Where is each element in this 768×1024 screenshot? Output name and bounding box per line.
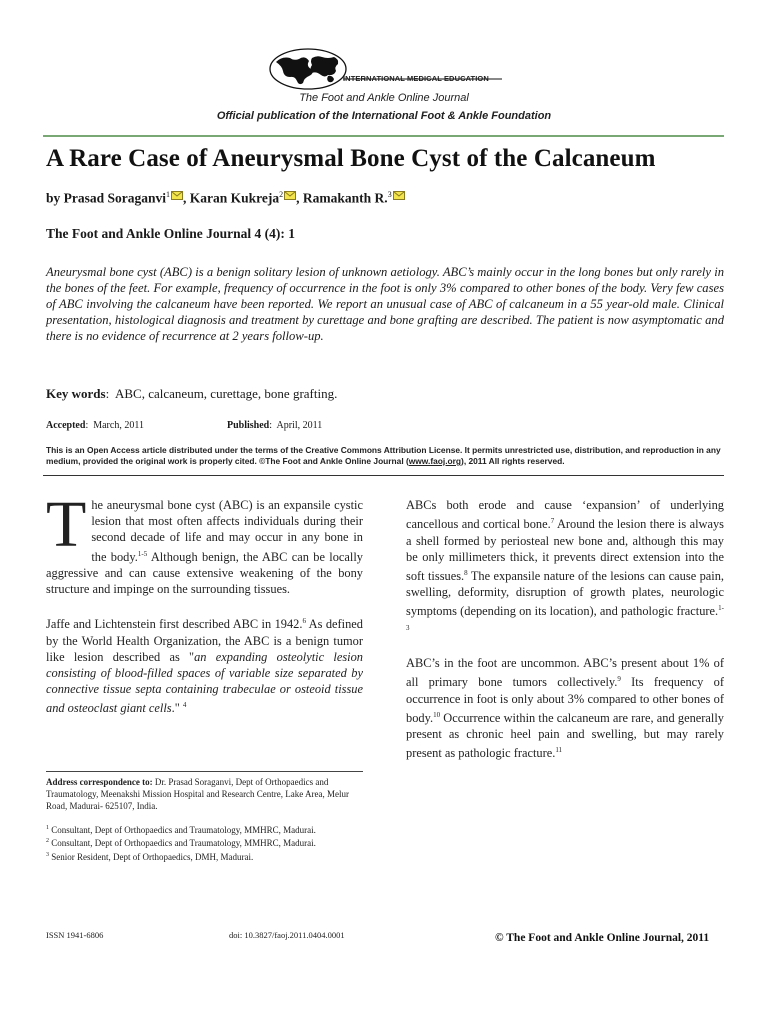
license-notice: This is an Open Access article distributed under the terms of the Creative Commons Attribution License. It permits unrestricted use, distribution, and reproduction in any medium, provided the original work is properly cited. ©The Foot and Ankle Online Journal (www.faoj.org), 2011 All rights reserved. xyxy=(46,445,721,466)
journal-name: The Foot and Ankle Online Journal xyxy=(299,92,469,104)
issn: ISSN 1941-6806 xyxy=(46,930,104,940)
article-title: A Rare Case of Aneurysmal Bone Cyst of the Calcaneum xyxy=(46,145,656,172)
globe-logo-icon xyxy=(268,48,508,92)
author-name: Karan Kukreja xyxy=(189,190,280,206)
keywords-label: Key words xyxy=(46,386,106,401)
drop-cap: T xyxy=(46,488,87,561)
author-name: Ramakanth R. xyxy=(302,190,388,206)
body-right-column xyxy=(406,497,724,762)
official-publication-line: Official publication of the International Foot & Ankle Foundation xyxy=(216,110,552,122)
citation-ref: 1-5 xyxy=(137,549,148,558)
citation-ref: 8 xyxy=(464,568,468,577)
citation-ref: 9 xyxy=(617,675,621,684)
header-divider xyxy=(43,135,724,137)
citation-ref: 7 xyxy=(550,517,555,526)
citation-ref: 4 xyxy=(182,701,187,710)
author-affil-sup: 2 xyxy=(279,190,284,199)
accepted-label: Accepted xyxy=(46,420,86,431)
logo-label: INTERNATIONAL MEDICAL EDUCATION xyxy=(343,74,489,83)
incidence-paragraph: ABC’s in the foot are uncommon. ABC’s present about 1% of all primary bone tumors collectively.$^9$ Its frequency of occurrence in foot is only about 3% compared to other bones of body.$^{10}$ Occurrence within the calcaneum are rare, and generally present as chronic heel pain and swelling, but may rarely present as pathologic fracture.$^{11}$ xyxy=(406,656,724,761)
journal-logo xyxy=(268,48,508,92)
keywords-line: Key words: ABC, calcaneum, curettage, bone grafting. xyxy=(46,386,338,401)
correspondence-divider xyxy=(46,771,363,772)
expansion-paragraph: ABCs both erode and cause ‘expansion’ of underlying cancellous and cortical bone.$^7$ Around the lesion there is always a shell formed by periosteal new bone and, although this may be only millimeters thick, it prevents direct extension into the soft tissues.$^8$ The expansile nature of the lesions can cause pain, swelling, deformity, disruption of growth plates, neurologic symptoms (depending on its location), and pathologic fracture.$^{1-3}$ xyxy=(406,498,725,632)
journal-citation: The Foot and Ankle Online Journal 4 (4): 1 xyxy=(46,226,296,241)
author-affil-sup: 3 xyxy=(387,190,392,199)
accepted-date: March, 2011 xyxy=(93,420,144,431)
correspondence-label: Address correspondence to: xyxy=(46,777,153,787)
email-envelope-icon[interactable] xyxy=(393,191,405,200)
by-label: by xyxy=(46,190,61,206)
journal-website-link[interactable]: www.faoj.org xyxy=(408,456,462,466)
affiliation-item: $^2$ Consultant, Dept of Orthopaedics and Traumatology, MMHRC, Madurai. xyxy=(46,838,316,849)
affiliation-item: $^1$ Consultant, Dept of Orthopaedics and Traumatology, MMHRC, Madurai. xyxy=(46,825,316,835)
affiliations xyxy=(46,823,366,863)
citation-ref: 6 xyxy=(302,617,306,626)
dates-line: Accepted: March, 2011 Published: April, 2011 xyxy=(46,420,323,431)
email-envelope-icon[interactable] xyxy=(171,191,183,200)
author-name: Prasad Soraganvi xyxy=(63,190,167,206)
footer-copyright: © The Foot and Ankle Online Journal, 2011 xyxy=(495,932,710,944)
body-divider xyxy=(43,475,724,476)
doi: doi: 10.3827/faoj.2011.0404.0001 xyxy=(229,930,345,940)
author-line: by Prasad Soraganvi$^1$ , Karan Kukreja$^2$ , Ramakanth R.$^3$ xyxy=(46,190,405,207)
history-paragraph: Jaffe and Lichtenstein first described ABC in 1942.$^6$ As defined by the World Health Organization, the ABC is a benign tumor like lesion described as "an expanding osteolytic lesion consisting of blood-filled spaces of variable size separated by connective tissue septa containing trabeculae or osteoid tissue and osteoclast giant cells." $^4$ xyxy=(46,617,363,716)
affiliation-item: $^3$ Senior Resident, Dept of Orthopaedics, DMH, Madurai. xyxy=(46,851,254,862)
citation-ref: 10 xyxy=(433,710,441,719)
citation-ref: 11 xyxy=(555,746,563,755)
abstract: Aneurysmal bone cyst (ABC) is a benign solitary lesion of unknown aetiology. ABC’s mainly occur in the long bones but only rarely in the bones of the feet. For example, frequency of occurrence in the foot is only 3% compared to other bones of the body. Very few cases of ABC involving the calcaneum have been reported. We report an unusual case of ABC of calcaneum in a 55 year-old male. Clinical presentation, histological diagnosis and treatment by curettage and bone grafting are described. The patient is now asymptomatic and there is no evidence of recurrence at 2 years follow-up. xyxy=(46,265,724,343)
who-definition: an expanding osteolytic lesion consisting of blood-filled spaces of variable size separated by connective tissue septa containing trabeculae or osteoid tissue and osteoclast giant cells xyxy=(46,649,363,716)
author-affil-sup: 1 xyxy=(166,190,171,199)
citation-ref: 1-3 xyxy=(406,604,724,632)
published-date: April, 2011 xyxy=(276,420,323,431)
body-left-column xyxy=(46,488,363,717)
keywords-value: ABC, calcaneum, curettage, bone grafting. xyxy=(115,386,338,401)
email-envelope-icon[interactable] xyxy=(284,191,296,200)
published-label: Published xyxy=(227,420,270,431)
intro-paragraph: The aneurysmal bone cyst (ABC) is an expansile cystic lesion that most often affects individuals during their second decade of life and may occur in any bone in the body.$^{1-5}$ Although benign, the ABC can be locally aggressive and can cause extensive weakening of the bony structure and impinge on the surrounding tissues. xyxy=(46,488,363,597)
correspondence-address: Address correspondence to: Dr. Prasad Soraganvi, Dept of Orthopaedics and Traumatology, Meenakshi Mission Hospital and Research Centre, Lake Area, Melur Road, Madurai- 625107, India. xyxy=(46,777,350,812)
